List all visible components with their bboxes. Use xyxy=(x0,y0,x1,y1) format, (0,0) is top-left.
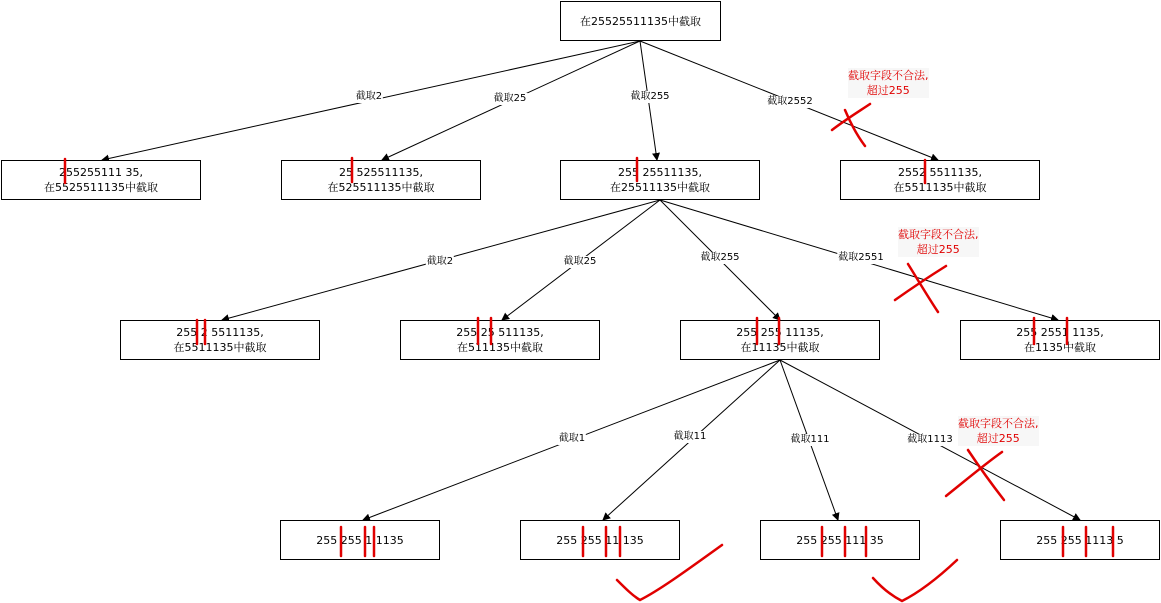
edge-label-root-c: 截取255 xyxy=(630,91,670,102)
node-l2-b[interactable]: 255 25 511135, 在511135中截取 xyxy=(400,320,600,360)
edge-label-g-a: 截取1 xyxy=(558,433,586,444)
node-l1-a[interactable]: 255255111 35, 在5525511135中截取 xyxy=(1,160,201,200)
node-l1-c[interactable]: 255 25511135, 在25511135中截取 xyxy=(560,160,760,200)
edge-label-c-d: 截取2551 xyxy=(838,252,884,263)
edge-label-c-b: 截取25 xyxy=(563,256,597,267)
edge-label-root-a: 截取2 xyxy=(355,91,383,102)
edge-label-c-c: 截取255 xyxy=(700,252,740,263)
node-l2-a[interactable]: 255 2 5511135, 在5511135中截取 xyxy=(120,320,320,360)
node-l3-b[interactable]: 255 255 11 135 xyxy=(520,520,680,560)
edge-label-root-b: 截取25 xyxy=(493,93,527,104)
node-l3-d[interactable]: 255 255 1113 5 xyxy=(1000,520,1160,560)
node-l3-c[interactable]: 255 255 111 35 xyxy=(760,520,920,560)
node-l1-d[interactable]: 2552 5511135, 在5511135中截取 xyxy=(840,160,1040,200)
node-l1-b[interactable]: 25 525511135, 在525511135中截取 xyxy=(281,160,481,200)
edge-label-c-a: 截取2 xyxy=(426,256,454,267)
edge-label-g-b: 截取11 xyxy=(673,431,707,442)
node-l2-d[interactable]: 255 2551 1135, 在1135中截取 xyxy=(960,320,1160,360)
invalid-note-3: 截取字段不合法, 超过255 xyxy=(958,417,1039,445)
invalid-note-2: 截取字段不合法, 超过255 xyxy=(898,228,979,256)
edge-label-g-d: 截取1113 xyxy=(907,434,953,445)
node-l3-a[interactable]: 255 255 1 1135 xyxy=(280,520,440,560)
invalid-note-1: 截取字段不合法, 超过255 xyxy=(848,69,929,97)
edge-label-root-d: 截取2552 xyxy=(767,96,813,107)
node-l2-c[interactable]: 255 255 11135, 在11135中截取 xyxy=(680,320,880,360)
node-root[interactable]: 在25525511135中截取 xyxy=(560,1,721,41)
edge-label-g-c: 截取111 xyxy=(790,434,830,445)
